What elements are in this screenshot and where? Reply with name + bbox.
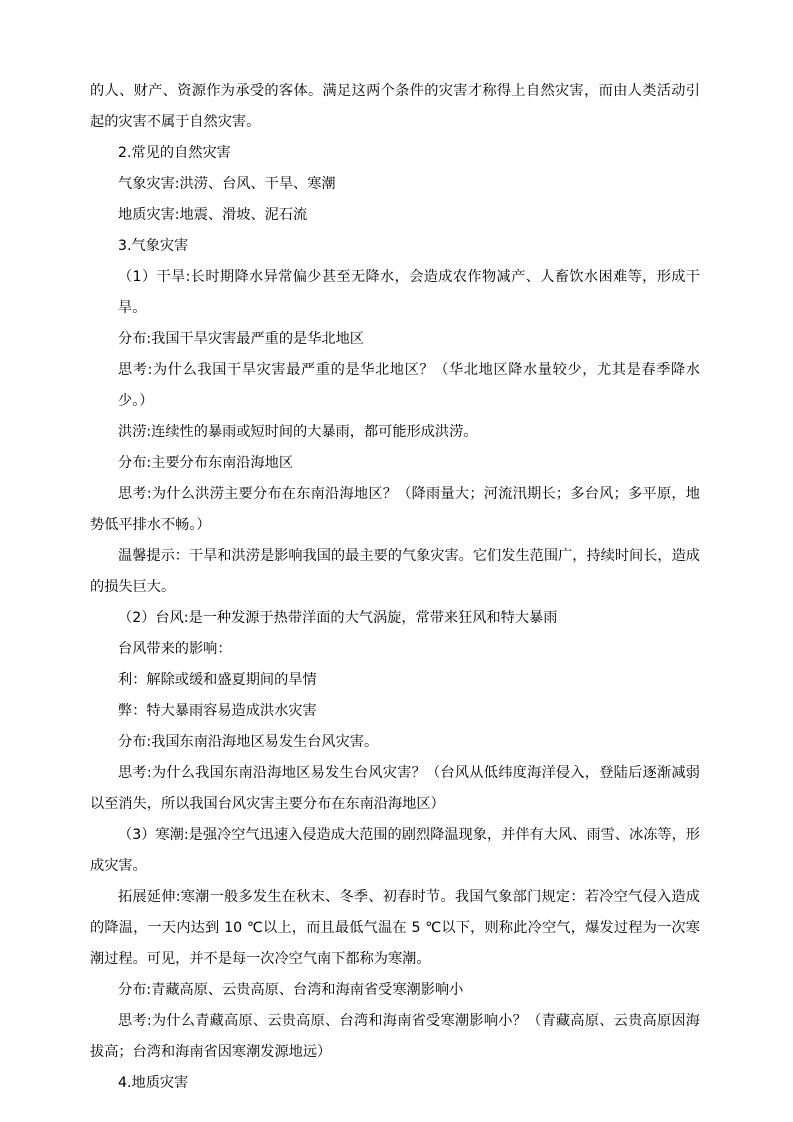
paragraph: 温馨提示：干旱和洪涝是影响我国的最主要的气象灾害。它们发生范围广，持续时间长，造成的损失巨大。: [90, 548, 700, 595]
paragraph: 4.地质灾害: [118, 1075, 189, 1091]
paragraph: 台风带来的影响：: [118, 641, 232, 657]
paragraph: 弊：特大暴雨容易造成洪水灾害: [118, 703, 317, 719]
paragraph: 分布:我国东南沿海地区易发生台风灾害。: [118, 734, 379, 750]
paragraph: 利：解除或缓和盛夏期间的旱情: [118, 672, 317, 688]
paragraph: 思考:为什么青藏高原、云贵高原、台湾和海南省受寒潮影响小？（青藏高原、云贵高原因海拔高；台湾和海南省因寒潮发源地远）: [90, 1013, 700, 1060]
paragraph: 分布:主要分布东南沿海地区: [118, 455, 294, 471]
paragraph: 3.气象灾害: [118, 238, 189, 254]
paragraph: 分布:青藏高原、云贵高原、台湾和海南省受寒潮影响小: [118, 982, 464, 998]
paragraph: （3）寒潮:是强冷空气迅速入侵造成大范围的剧烈降温现象，并伴有大风、雨雪、冰冻等，形成灾害。: [90, 827, 700, 874]
paragraph: 2.常见的自然灾害: [118, 145, 231, 161]
paragraph: 的人、财产、资源作为承受的客体。满足这两个条件的灾害才称得上自然灾害，而由人类活动引起的灾害不属于自然灾害。: [90, 83, 700, 130]
paragraph: 思考:为什么我国东南沿海地区易发生台风灾害？（台风从低纬度海洋侵入，登陆后逐渐减弱以至消失，所以我国台风灾害主要分布在东南沿海地区）: [90, 765, 700, 812]
document-body: [90, 76, 700, 1099]
paragraph: 气象灾害:洪涝、台风、干旱、寒潮: [118, 176, 336, 192]
paragraph: 分布:我国干旱灾害最严重的是华北地区: [118, 331, 364, 347]
paragraph: 思考:为什么洪涝主要分布在东南沿海地区？（降雨量大；河流汛期长；多台风；多平原，地势低平排水不畅。）: [90, 486, 700, 533]
paragraph: （1）干旱:长时期降水异常偏少甚至无降水，会造成农作物减产、人畜饮水困难等，形成干旱。: [118, 269, 700, 316]
paragraph: 洪涝:连续性的暴雨或短时间的大暴雨，都可能形成洪涝。: [118, 424, 478, 440]
paragraph: 思考:为什么我国干旱灾害最严重的是华北地区？（华北地区降水量较少，尤其是春季降水少。）: [118, 362, 700, 409]
paragraph: 拓展延伸:寒潮一般多发生在秋末、冬季、初春时节。我国气象部门规定：若冷空气侵入造成的降温，一天内达到 10 ℃以上，而且最低气温在 5 ℃以下，则称此冷空气，爆发过程为一次寒潮过程。可见，并不是每一次冷空气南下都称为寒潮。: [90, 889, 700, 967]
paragraph: （2）台风:是一种发源于热带洋面的大气涡旋，常带来狂风和特大暴雨: [118, 610, 558, 626]
paragraph: 地质灾害:地震、滑坡、泥石流: [118, 207, 308, 223]
